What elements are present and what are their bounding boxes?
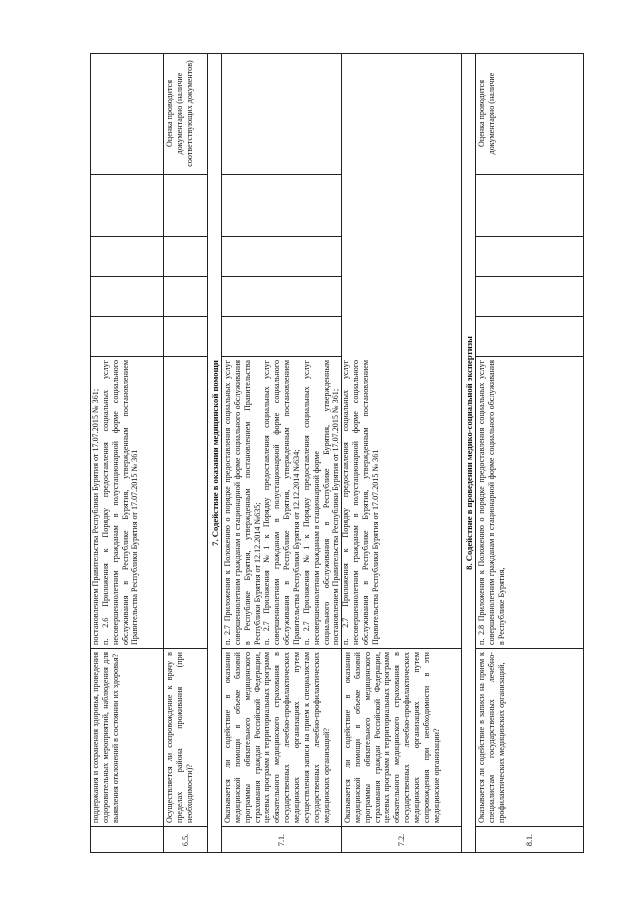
empty-cell	[90, 277, 163, 317]
question-cell: Осуществляется ли сопровождение к врачу в пределах района проживания (при необходимости)?	[164, 649, 207, 827]
row-number: 8.1.	[525, 833, 535, 847]
empty-cell	[222, 175, 342, 237]
document-cell	[164, 357, 207, 649]
empty-cell	[222, 237, 342, 277]
empty-cell	[164, 317, 207, 357]
empty-cell	[222, 317, 342, 357]
empty-cell	[90, 175, 163, 237]
question-cell: Оказывается ли содействие в записи на прием к специалистам государственных лечебно-профилактических медицинских организаций,	[476, 649, 584, 827]
document-cell	[90, 357, 163, 649]
table-row	[476, 53, 584, 853]
document-line: п. 2.7 Приложения №1 к Порядку предоставления социальных услуг несовершеннолетним гражданам в стационарной форме	[301, 360, 321, 645]
question-cell: Оказывается ли содействие в оказании медицинской помощи в объеме базовой программы обязательного медицинского страхования граждан Российской Федерации, целевых программ и территориальных программ обязательного медицинского страхования в государственных лечебно-профилактических медицинских организациях путем сопровождения при необходимости в эти медицинские организации?	[342, 649, 461, 827]
row-number: 7.1.	[276, 833, 286, 847]
empty-cell	[164, 237, 207, 277]
question-cell: поддержания и сохранения здоровья, проведения оздоровительных мероприятий, наблюдения для выявления отклонений в состоянии их здоровья?	[90, 649, 163, 827]
empty-cell	[164, 277, 207, 317]
question-cell: Оказывается ли содействие в оказании медицинской помощи в объеме базовой программы обязательного медицинского страхования граждан Российской Федерации, целевых программ и территориальных программ обязательного медицинского страхования в государственных лечебно-профилактических медицинских организациях путем осуществления записи на прием к специалистам государственных лечебно-профилактических медицинских организаций?	[222, 649, 341, 827]
rotated-table	[90, 53, 584, 853]
document-line: п. 2.7 Приложения №1 к Порядку предоставления социальных услуг совершеннолетним гражданам в полустационарной форме социального обслуживания в Республике Бурятия, утвержденным постановлением Правительства Республики Бурятия от 12.12.2014 №634;	[262, 360, 302, 645]
section-heading: 8. Содействие в проведении медико-социальной экспертизы	[462, 53, 476, 853]
document-cell	[222, 357, 461, 649]
empty-cell	[222, 277, 342, 317]
empty-cell	[476, 175, 584, 237]
empty-cell	[476, 237, 584, 277]
document-line: постановлением Правительства Республики Бурятия от 17.07.2015 № 361;	[91, 388, 100, 645]
document-line: п. 2.6 Приложения к Порядку предоставления социальных услуг несовершеннолетним гражданам в полустационарной форме социального обслуживания в Республике Бурятия, утвержденным постановлением Правительства Республики Бурятия от 17.07.2015 № 361	[100, 360, 140, 645]
row-number-cell	[90, 827, 163, 853]
document-line: п. 2.7 Приложения к Положению о порядке предоставления социальных услуг совершеннолетним гражданам в стационарной форме социального обслуживания в Республике Бурятия, утвержденным постановлением Правительства Республики Бурятия от 12.12.2014 №635;	[223, 360, 262, 645]
empty-cell	[164, 175, 207, 237]
document-line: социального обслуживания в Республике Бурятия, утвержденным постановлением Правительства Республики Бурятия от 17.07.2015 № 361;	[321, 360, 341, 645]
note-cell: Оценка проводится документарно (наличие	[476, 53, 584, 175]
note-cell	[90, 53, 163, 175]
note-cell: Оценка проводится документарно (наличие соответствующих документов)	[164, 53, 207, 175]
table-row-group	[222, 53, 462, 853]
row-number: 6.5.	[180, 833, 190, 847]
table-row	[164, 53, 208, 853]
document-line: п. 2.7 Приложения к Порядку предоставления социальных услуг несовершеннолетним гражданам в полустационарной форме социального обслуживания в Республике Бурятия, утвержденным постановлением Правительства Республики Бурятия от 17.07.2015 № 361	[341, 360, 380, 645]
row-number: 7.2.	[396, 833, 406, 847]
empty-cell	[476, 317, 584, 357]
note-cell	[222, 53, 342, 175]
empty-cell	[90, 317, 163, 357]
empty-cell	[476, 277, 584, 317]
document-line: п. 2.8 Приложения к Положению о порядке предоставления социальных услуг совершеннолетним гражданам в стационарной форме социального обслуживания в Республике Бурятия,	[477, 360, 506, 645]
section-heading: 7. Содействие в оказании медицинской помощи	[208, 53, 222, 853]
empty-cell	[90, 237, 163, 277]
table-row	[90, 53, 164, 853]
document-cell	[476, 357, 584, 649]
